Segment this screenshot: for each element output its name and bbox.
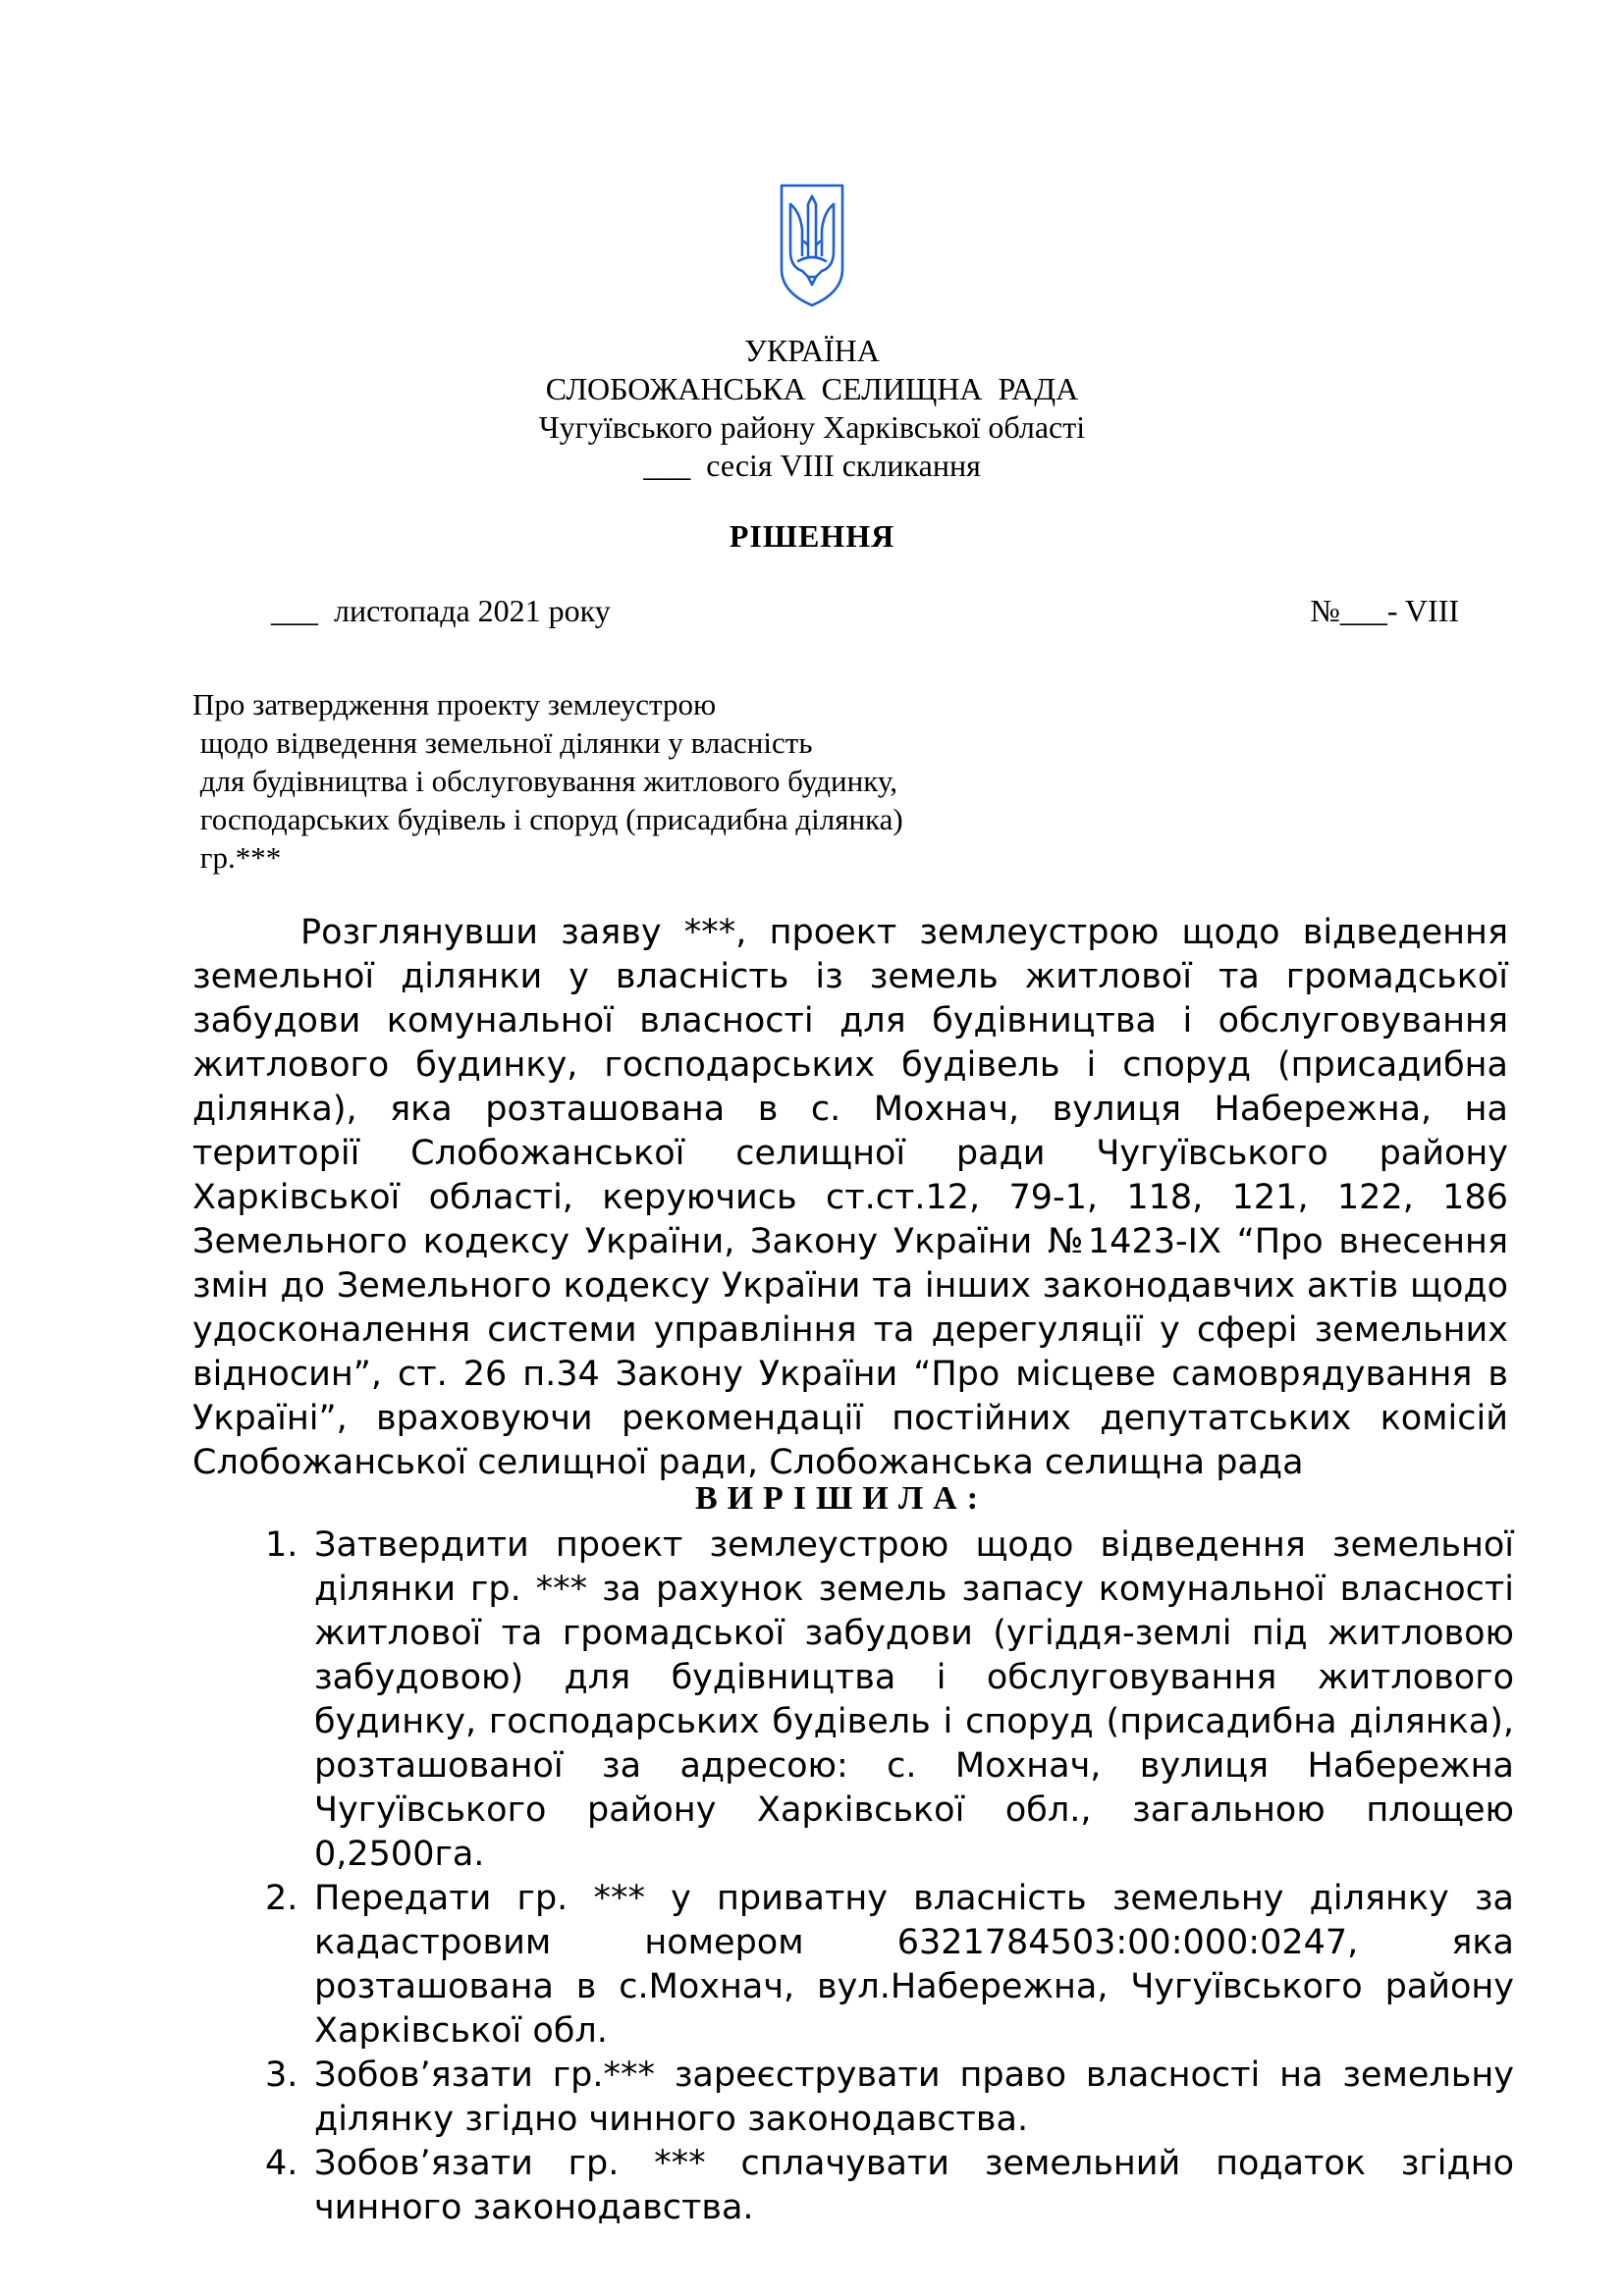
item-text: Передати гр. *** у приватну власність земельну ділянку за кадастровим номером 6321784503:00:000:0247, яка розташована в с.Мохнач, вул.Набережна, Чугуївського району Харківської обл. [314,1879,1514,2051]
list-item [265,2142,1514,2230]
preamble [192,911,1508,1485]
item-number: 2. [265,1879,298,1918]
district-name: Чугуївського району Харківської області [538,409,1086,445]
item-number: 3. [265,2056,298,2095]
coat-of-arms-trident-icon [779,183,845,308]
subject-line: Про затвердження проекту землеустрою [192,687,717,721]
subject-line: для будівництва і обслуговування житлового будинку, [192,764,898,798]
subject-line: щодо відведення земельної ділянки у власність [192,725,813,760]
decision-subject [192,685,903,877]
item-text: Затвердити проект землеустрою щодо відведення земельної ділянки гр. *** за рахунок земель запасу комунальної власності житлової та громадської забудови (угіддя-землі під житловою забудовою) для будівництва і обслуговування житлового будинку, господарських будівель і споруд (присадибна ділянка), розташованої за адресою: с. Мохнач, вулиця Набережна Чугуївського району Харківської обл., загальною площею 0,2500га. [314,1525,1514,1874]
preamble-paragraph: Розглянувши заяву ***, проект землеустрою щодо відведення земельної ділянки у власність із земель житлової та громадської забудови комунальної власності для будівництва і обслуговування житлового будинку, господарських будівель і споруд (присадибна ділянка), яка розташована в с. Мохнач, вулиця Набережна, на території Слобожанської селищної ради Чугуївського району Харківської області, керуючись ст.ст.12, 79-1, 118, 121, 122, 186 Земельного кодексу України, Закону України №1423-IX “Про внесення змін до Земельного кодексу України та інших законодавчих актів щодо удосконалення системи управління та дерегуляції у сфері земельних відносин”, ст. 26 п.34 Закону України “Про місцеве самоврядування в Україні”, враховуючи рекомендації постійних депутатських комісій Слобожанської селищної ради, Слобожанська селищна рада [192,913,1508,1482]
resolved-heading: ВИРІШИЛА: [694,1480,989,1517]
session-line: ___ сесія VIII скликання [643,448,981,483]
council-name: СЛОБОЖАНСЬКА СЕЛИЩНА РАДА [545,371,1079,406]
subject-line: гр.*** [192,840,282,875]
item-text: Зобов’язати гр.*** зареєструвати право власності на земельну ділянку згідно чинного законодавства. [314,2056,1514,2139]
list-item [265,1877,1514,2054]
decision-date: ___ листопада 2021 року [271,593,611,628]
country-name: УКРАЇНА [744,333,880,368]
subject-line: господарських будівель і споруд (присадибна ділянка) [192,802,903,836]
decision-items [265,1523,1514,2230]
item-number: 1. [265,1525,298,1565]
letterhead [0,332,1624,485]
decision-number: №___- VIII [1310,593,1459,628]
list-item [265,2054,1514,2142]
document-title: РІШЕННЯ [729,518,895,554]
item-text: Зобов’язати гр. *** сплачувати земельний податок згідно чинного законодавства. [314,2144,1514,2227]
list-item [265,1523,1514,1877]
item-number: 4. [265,2144,298,2183]
